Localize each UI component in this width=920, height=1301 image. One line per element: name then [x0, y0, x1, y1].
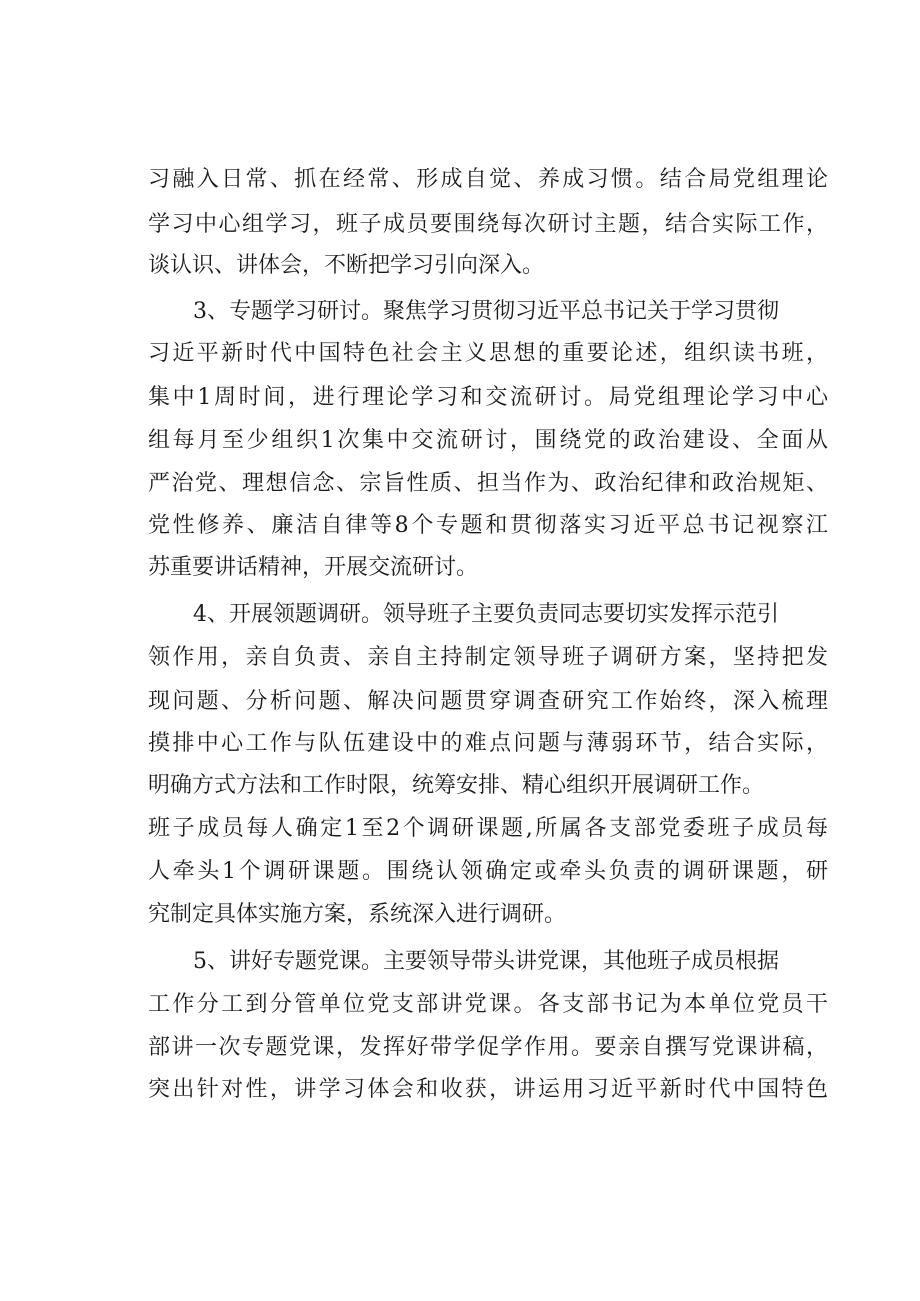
- text-line: 摸排中心工作与队伍建设中的难点问题与薄弱环节，结合实际，: [148, 731, 828, 756]
- text-line: 党性修养、廉洁自律等8个专题和贯彻落实习近平总书记视察江: [148, 513, 828, 538]
- text-line: 人牵头1个调研课题。围绕认领确定或牵头负责的调研课题，研: [148, 859, 828, 884]
- text-line: 习融入日常、抓在经常、形成自觉、养成习惯。结合局党组理论: [148, 167, 828, 192]
- text-line: 集中1周时间，进行理论学习和交流研讨。局党组理论学习中心: [148, 385, 828, 410]
- text-line: 严治党、理想信念、宗旨性质、担当作为、政治纪律和政治规矩、: [148, 471, 828, 496]
- text-line: 现问题、分析问题、解决问题贯穿调查研究工作始终，深入梳理: [148, 689, 828, 714]
- text-line: 苏重要讲话精神，开展交流研讨。: [148, 555, 479, 580]
- text-line: 突出针对性，讲学习体会和收获，讲运用习近平新时代中国特色: [148, 1077, 828, 1102]
- text-line: 班子成员每人确定1至2个调研课题,所属各支部党委班子成员每: [148, 816, 828, 841]
- text-line: 习近平新时代中国特色社会主义思想的重要论述，组织读书班，: [148, 341, 828, 366]
- text-line: 组每月至少组织1次集中交流研讨，围绕党的政治建设、全面从: [148, 428, 828, 453]
- text-line: 谈认识、讲体会，不断把学习引向深入。: [148, 253, 545, 278]
- text-line: 领作用，亲自负责、亲自主持制定领导班子调研方案，坚持把发: [148, 645, 828, 670]
- text-line: 部讲一次专题党课，发挥好带学促学作用。要亲自撰写党课讲稿，: [148, 1035, 828, 1060]
- text-line: 明确方式方法和工作时限，统筹安排、精心组织开展调研工作。: [148, 773, 765, 798]
- text-line: 工作分工到分管单位党支部讲党课。各支部书记为本单位党员干: [148, 992, 828, 1017]
- text-line: 究制定具体实施方案，系统深入进行调研。: [148, 902, 567, 927]
- paragraph-heading-line: 4、开展领题调研。领导班子主要负责同志要切实发挥示范引: [193, 602, 779, 627]
- paragraph-heading-line: 5、讲好专题党课。主要领导带头讲党课，其他班子成员根据: [193, 949, 779, 974]
- text-line: 学习中心组学习，班子成员要围绕每次研讨主题，结合实际工作，: [148, 212, 828, 237]
- paragraph-heading-line: 3、专题学习研讨。聚焦学习贯彻习近平总书记关于学习贯彻: [193, 299, 779, 324]
